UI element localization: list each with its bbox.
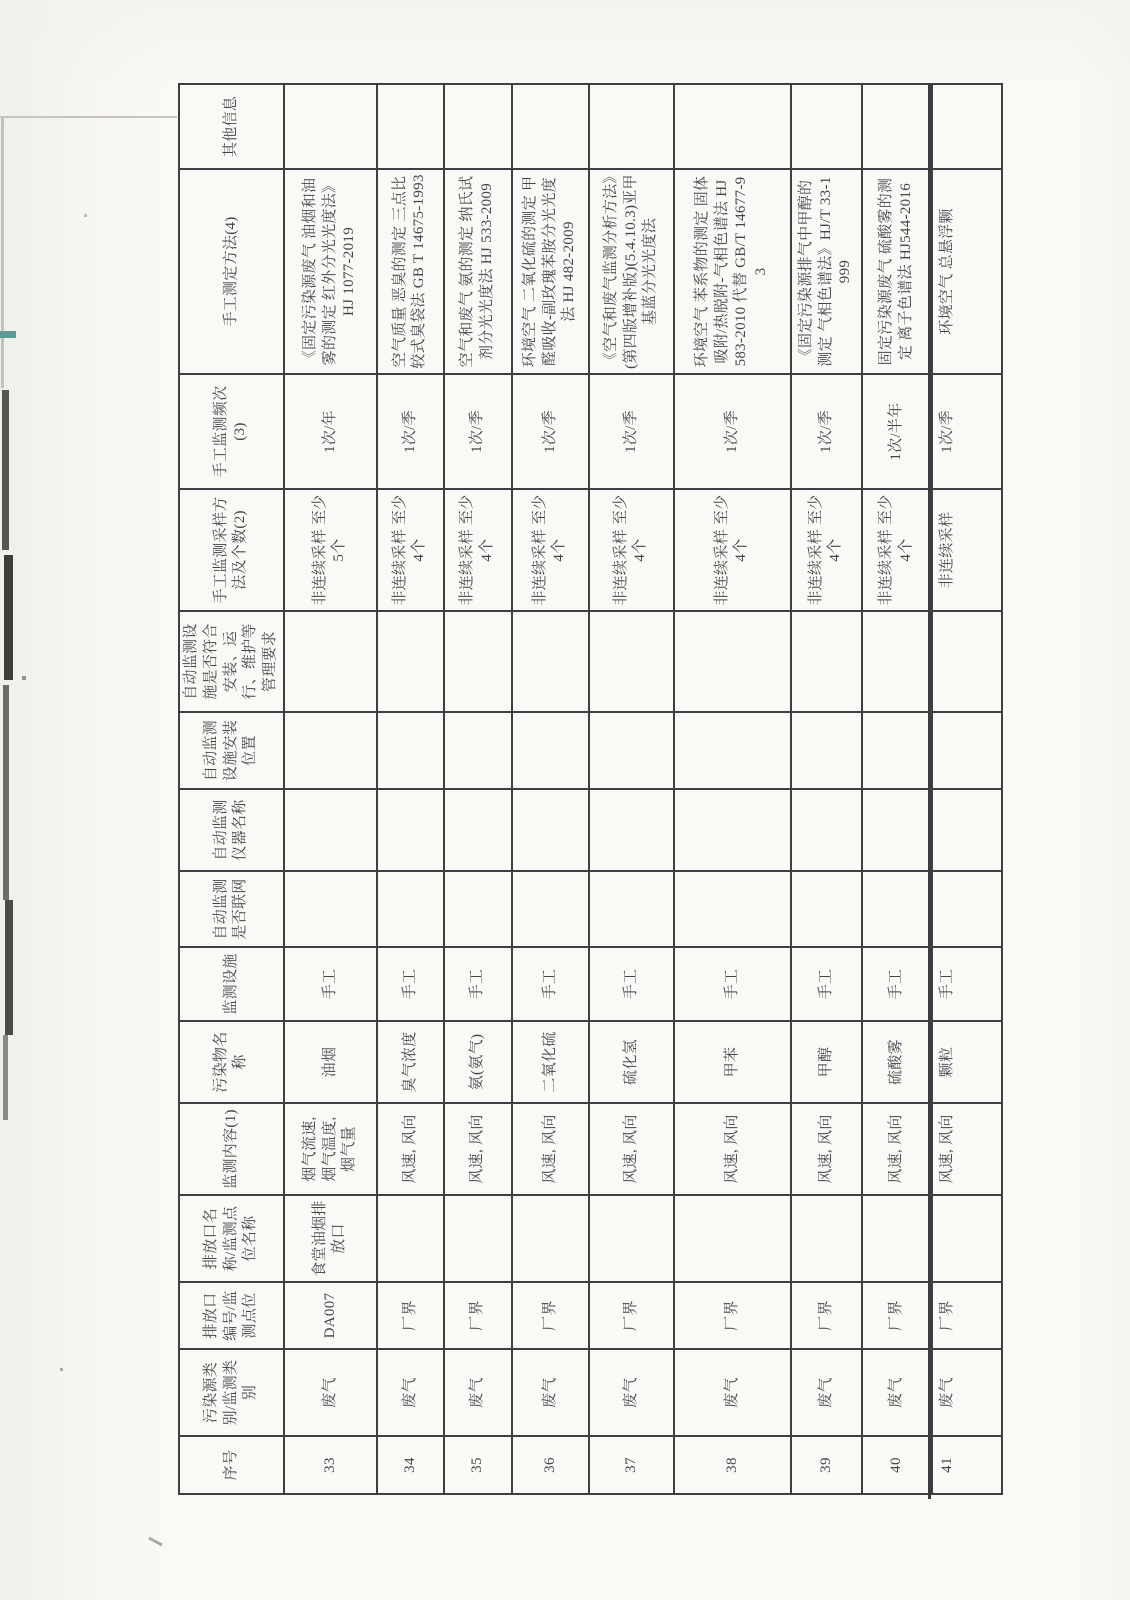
cell-35-frequency: 1次/季 <box>444 374 512 489</box>
scan-streak <box>3 685 9 900</box>
column-header-sampling: 手工监测采样方法及个数(2) <box>179 489 284 611</box>
cell-36-category: 废气 <box>512 1349 589 1436</box>
cell-38-facility: 手工 <box>674 947 791 1021</box>
cell-40-auto_networked <box>862 871 932 947</box>
cell-34-method: 空气质量 恶臭的测定 三点比较式臭袋法 GB T 14675-1993 <box>377 169 444 374</box>
scan-streak <box>4 555 13 680</box>
cell-37-auto_location <box>589 712 674 789</box>
cell-34-category: 废气 <box>377 1349 444 1436</box>
monitoring-table <box>178 83 1003 1495</box>
cell-33-sampling: 非连续采样 至少5个 <box>284 489 377 611</box>
column-header-category: 污染源类别/监测类别 <box>179 1349 284 1436</box>
cell-36-auto_location <box>512 712 589 789</box>
cell-40-category: 废气 <box>862 1349 932 1436</box>
cell-39-content: 风速, 风向 <box>791 1103 862 1195</box>
cell-33-outlet_name: 食堂油烟排放口 <box>284 1195 377 1282</box>
cell-38-method: 环境空气 苯系物的测定 固体吸附/热脱附-气相色谱法 HJ 583-2010 代替 GB/T 14677-93 <box>674 169 791 374</box>
column-header-auto_instrument: 自动监测仪器名称 <box>179 789 284 871</box>
cell-36-sampling: 非连续采样 至少4个 <box>512 489 589 611</box>
cell-38-sampling: 非连续采样 至少4个 <box>674 489 791 611</box>
cell-39-outlet_id: 厂界 <box>791 1282 862 1349</box>
cell-33-frequency: 1次/年 <box>284 374 377 489</box>
cell-38-seq: 38 <box>674 1436 791 1494</box>
cell-38-outlet_name <box>674 1195 791 1282</box>
cell-41-outlet_name <box>932 1195 1002 1282</box>
cell-33-auto_instrument <box>284 789 377 871</box>
cell-37-facility: 手工 <box>589 947 674 1021</box>
cell-34-facility: 手工 <box>377 947 444 1021</box>
cell-34-other <box>377 84 444 169</box>
cell-33-other <box>284 84 377 169</box>
cell-41-pollutant: 颗粒 <box>932 1021 1002 1103</box>
cell-35-sampling: 非连续采样 至少4个 <box>444 489 512 611</box>
scan-streak <box>5 900 13 1035</box>
cell-35-outlet_id: 厂界 <box>444 1282 512 1349</box>
cell-34-auto_location <box>377 712 444 789</box>
cell-36-method: 环境空气 二氧化硫的测定 甲醛吸收-副玫瑰苯胺分光光度法 HJ 482-2009 <box>512 169 589 374</box>
scan-speck <box>60 1368 63 1371</box>
cell-37-method: 《空气和废气监测分析方法》(第四版增补版)(5.4.10.3)亚甲基蓝分光光度法 <box>589 169 674 374</box>
table-body <box>284 84 1002 1494</box>
cell-38-content: 风速, 风向 <box>674 1103 791 1195</box>
cell-37-auto_compliance <box>589 611 674 712</box>
cell-34-auto_instrument <box>377 789 444 871</box>
cell-37-frequency: 1次/季 <box>589 374 674 489</box>
scanned-table <box>178 85 955 1499</box>
cell-37-other <box>589 84 674 169</box>
scan-speck <box>22 676 26 680</box>
cell-35-auto_networked <box>444 871 512 947</box>
cell-36-facility: 手工 <box>512 947 589 1021</box>
cell-40-frequency: 1次/半年 <box>862 374 932 489</box>
cell-38-auto_location <box>674 712 791 789</box>
table-row-34 <box>377 84 444 1494</box>
cell-41-auto_location <box>932 712 1002 789</box>
scan-line-horizontal <box>0 116 177 118</box>
scan-cut-edge <box>928 85 931 1499</box>
cell-35-other <box>444 84 512 169</box>
cell-39-auto_compliance <box>791 611 862 712</box>
cell-41-sampling: 非连续采样 <box>932 489 1002 611</box>
cell-40-facility: 手工 <box>862 947 932 1021</box>
cell-36-outlet_id: 厂界 <box>512 1282 589 1349</box>
cell-38-outlet_id: 厂界 <box>674 1282 791 1349</box>
column-header-outlet_id: 排放口编号/监测点位 <box>179 1282 284 1349</box>
scan-streak <box>3 1035 8 1120</box>
cell-35-outlet_name <box>444 1195 512 1282</box>
cell-35-content: 风速, 风向 <box>444 1103 512 1195</box>
cell-33-method: 《固定污染源废气 油烟和油雾的测定 红外分光光度法》 HJ 1077-2019 <box>284 169 377 374</box>
cell-41-category: 废气 <box>932 1349 1002 1436</box>
table-row-40 <box>862 84 932 1494</box>
cell-33-pollutant: 油烟 <box>284 1021 377 1103</box>
cell-40-sampling: 非连续采样 至少4个 <box>862 489 932 611</box>
cell-41-auto_compliance <box>932 611 1002 712</box>
cell-40-seq: 40 <box>862 1436 932 1494</box>
cell-35-method: 空气和废气 氨的测定 纳氏试剂分光光度法 HJ 533-2009 <box>444 169 512 374</box>
scan-shade-left <box>0 0 176 1600</box>
cell-36-other <box>512 84 589 169</box>
cell-35-auto_location <box>444 712 512 789</box>
cell-39-auto_instrument <box>791 789 862 871</box>
cell-37-auto_networked <box>589 871 674 947</box>
cell-40-outlet_id: 厂界 <box>862 1282 932 1349</box>
cell-35-category: 废气 <box>444 1349 512 1436</box>
table-row-39 <box>791 84 862 1494</box>
cell-40-other <box>862 84 932 169</box>
column-header-seq: 序号 <box>179 1436 284 1494</box>
cell-34-sampling: 非连续采样 至少4个 <box>377 489 444 611</box>
cell-41-frequency: 1次/季 <box>932 374 1002 489</box>
cell-39-facility: 手工 <box>791 947 862 1021</box>
cell-38-frequency: 1次/季 <box>674 374 791 489</box>
cell-39-auto_location <box>791 712 862 789</box>
cell-35-seq: 35 <box>444 1436 512 1494</box>
cell-40-auto_compliance <box>862 611 932 712</box>
cell-38-pollutant: 甲苯 <box>674 1021 791 1103</box>
table-row-38 <box>674 84 791 1494</box>
cell-41-outlet_id: 厂界 <box>932 1282 1002 1349</box>
cell-35-pollutant: 氨(氨气) <box>444 1021 512 1103</box>
cell-34-auto_networked <box>377 871 444 947</box>
cell-36-pollutant: 二氧化硫 <box>512 1021 589 1103</box>
cell-33-content: 烟气流速, 烟气温度, 烟气量 <box>284 1103 377 1195</box>
cell-33-outlet_id: DA007 <box>284 1282 377 1349</box>
column-header-facility: 监测设施 <box>179 947 284 1021</box>
cell-39-auto_networked <box>791 871 862 947</box>
cell-39-other <box>791 84 862 169</box>
column-header-auto_location: 自动监测设施安装位置 <box>179 712 284 789</box>
cell-34-pollutant: 臭气浓度 <box>377 1021 444 1103</box>
column-header-frequency: 手工监测频次(3) <box>179 374 284 489</box>
cell-34-auto_compliance <box>377 611 444 712</box>
cell-41-other <box>932 84 1002 169</box>
cell-41-seq: 41 <box>932 1436 1002 1494</box>
cell-36-auto_networked <box>512 871 589 947</box>
cell-34-frequency: 1次/季 <box>377 374 444 489</box>
cell-41-facility: 手工 <box>932 947 1002 1021</box>
table-row-41 <box>932 84 1002 1494</box>
cell-36-auto_compliance <box>512 611 589 712</box>
cell-33-auto_compliance <box>284 611 377 712</box>
table-head-row <box>179 84 284 1494</box>
column-header-auto_compliance: 自动监测设施是否符合安装、运行、维护等管理要求 <box>179 611 284 712</box>
scan-streak <box>2 390 9 550</box>
rotated-table-inner <box>178 85 1003 1495</box>
cell-33-auto_networked <box>284 871 377 947</box>
scan-shade-right <box>1070 0 1130 1600</box>
cell-36-auto_instrument <box>512 789 589 871</box>
cell-37-content: 风速, 风向 <box>589 1103 674 1195</box>
cell-40-auto_instrument <box>862 789 932 871</box>
cell-39-frequency: 1次/季 <box>791 374 862 489</box>
cell-37-auto_instrument <box>589 789 674 871</box>
cell-41-method: 环境空气 总悬浮颗 <box>932 169 1002 374</box>
column-header-pollutant: 污染物名称 <box>179 1021 284 1103</box>
cell-39-outlet_name <box>791 1195 862 1282</box>
cell-41-auto_instrument <box>932 789 1002 871</box>
cell-34-content: 风速, 风向 <box>377 1103 444 1195</box>
scan-speck <box>84 214 87 217</box>
column-header-auto_networked: 自动监测是否联网 <box>179 871 284 947</box>
column-header-outlet_name: 排放口名称/监测点位名称 <box>179 1195 284 1282</box>
cell-36-seq: 36 <box>512 1436 589 1494</box>
cell-33-auto_location <box>284 712 377 789</box>
cell-38-other <box>674 84 791 169</box>
scan-streak <box>1 118 4 388</box>
cell-33-category: 废气 <box>284 1349 377 1436</box>
cell-35-auto_compliance <box>444 611 512 712</box>
cell-34-seq: 34 <box>377 1436 444 1494</box>
cell-39-method: 《固定污染源排气中甲醇的测定 气相色谱法》HJ/T 33-1999 <box>791 169 862 374</box>
cell-37-outlet_id: 厂界 <box>589 1282 674 1349</box>
cell-37-outlet_name <box>589 1195 674 1282</box>
cell-34-outlet_name <box>377 1195 444 1282</box>
cell-37-category: 废气 <box>589 1349 674 1436</box>
cell-40-method: 固定污染源废气 硫酸雾的测定 离子色谱法 HJ544-2016 <box>862 169 932 374</box>
cell-34-outlet_id: 厂界 <box>377 1282 444 1349</box>
cell-39-category: 废气 <box>791 1349 862 1436</box>
table-row-35 <box>444 84 512 1494</box>
cell-40-auto_location <box>862 712 932 789</box>
cell-37-sampling: 非连续采样 至少4个 <box>589 489 674 611</box>
cell-36-outlet_name <box>512 1195 589 1282</box>
column-header-content: 监测内容(1) <box>179 1103 284 1195</box>
table-row-37 <box>589 84 674 1494</box>
cell-38-auto_compliance <box>674 611 791 712</box>
table-row-33 <box>284 84 377 1494</box>
cell-37-seq: 37 <box>589 1436 674 1494</box>
cell-41-auto_networked <box>932 871 1002 947</box>
cell-39-sampling: 非连续采样 至少4个 <box>791 489 862 611</box>
cell-35-facility: 手工 <box>444 947 512 1021</box>
column-header-other: 其他信息 <box>179 84 284 169</box>
cell-39-pollutant: 甲醇 <box>791 1021 862 1103</box>
table-row-36 <box>512 84 589 1494</box>
cell-33-facility: 手工 <box>284 947 377 1021</box>
cell-38-auto_networked <box>674 871 791 947</box>
cell-38-auto_instrument <box>674 789 791 871</box>
cell-37-pollutant: 硫化氢 <box>589 1021 674 1103</box>
scan-shade-top <box>0 0 1130 88</box>
cell-39-seq: 39 <box>791 1436 862 1494</box>
column-header-method: 手工测定方法(4) <box>179 169 284 374</box>
cell-33-seq: 33 <box>284 1436 377 1494</box>
cell-36-content: 风速, 风向 <box>512 1103 589 1195</box>
cell-41-content: 风速, 风向 <box>932 1103 1002 1195</box>
cell-40-pollutant: 硫酸雾 <box>862 1021 932 1103</box>
cell-35-auto_instrument <box>444 789 512 871</box>
cell-36-frequency: 1次/季 <box>512 374 589 489</box>
cell-40-content: 风速, 风向 <box>862 1103 932 1195</box>
cell-40-outlet_name <box>862 1195 932 1282</box>
cell-38-category: 废气 <box>674 1349 791 1436</box>
